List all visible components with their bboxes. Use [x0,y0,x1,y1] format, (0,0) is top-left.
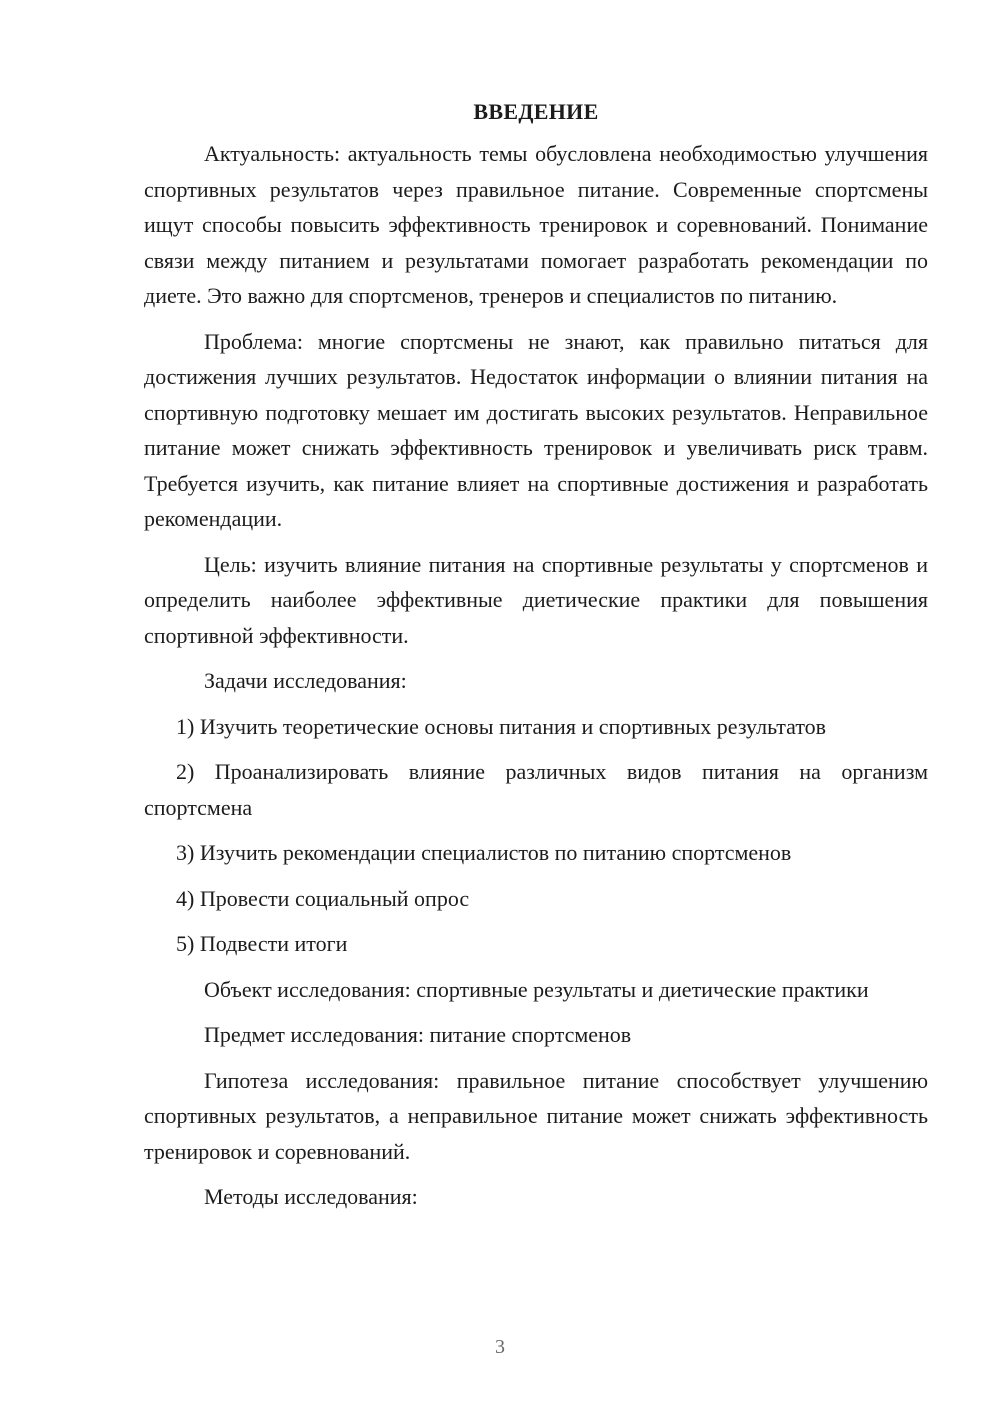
paragraph-goal: Цель: изучить влияние питания на спортивные результаты у спортсменов и определить наиболее эффективные диетические практики для повышения спортивной эффективности. [144,551,928,648]
paragraph-hypothesis: Гипотеза исследования: правильное питание способствует улучшению спортивных результатов, а неправильное питание может снижать эффективность тренировок и соревнований. [144,1067,928,1164]
paragraph-methods: Методы исследования: [204,1184,418,1209]
task-item-3: 3) Изучить рекомендации специалистов по питанию спортсменов [176,840,792,865]
task-item-4: 4) Провести социальный опрос [176,885,470,911]
paragraph-tasks-heading: Задачи исследования: [204,668,407,693]
task-item-1: 1) Изучить теоретические основы питания и спортивных результатов [176,713,827,739]
paragraph-problem: Проблема: многие спортсмены не знают, как правильно питаться для достижения лучших результатов. Недостаток информации о влиянии питания на спортивную подготовку мешает им достигать высоких результатов. Неправильное питание может снижать эффективность тренировок и увеличивать риск травм. Требуется изучить, как питание влияет на спортивные достижения и разработать рекомендации. [144,328,928,531]
paragraph-object: Объект исследования: спортивные результаты и диетические практики [204,976,869,1002]
paragraph-subject: Предмет исследования: питание спортсменов [204,1022,632,1047]
task-item-5: 5) Подвести итоги [176,931,348,956]
page-number: 3 [495,1336,505,1358]
paragraph-relevance: Актуальность: актуальность темы обусловлена необходимостью улучшения спортивных результатов через правильное питание. Современные спортсмены ищут способы повысить эффективность тренировок и соревнований. Понимание связи между питанием и результатами помогает разработать рекомендации по диете. Это важно для спортсменов, тренеров и специалистов по питанию. [144,141,928,308]
task-item-2: 2) Проанализировать влияние различных видов питания на организм спортсмена [144,759,928,820]
document-page [144,94,928,1225]
section-title: ВВЕДЕНИЕ [473,99,599,124]
